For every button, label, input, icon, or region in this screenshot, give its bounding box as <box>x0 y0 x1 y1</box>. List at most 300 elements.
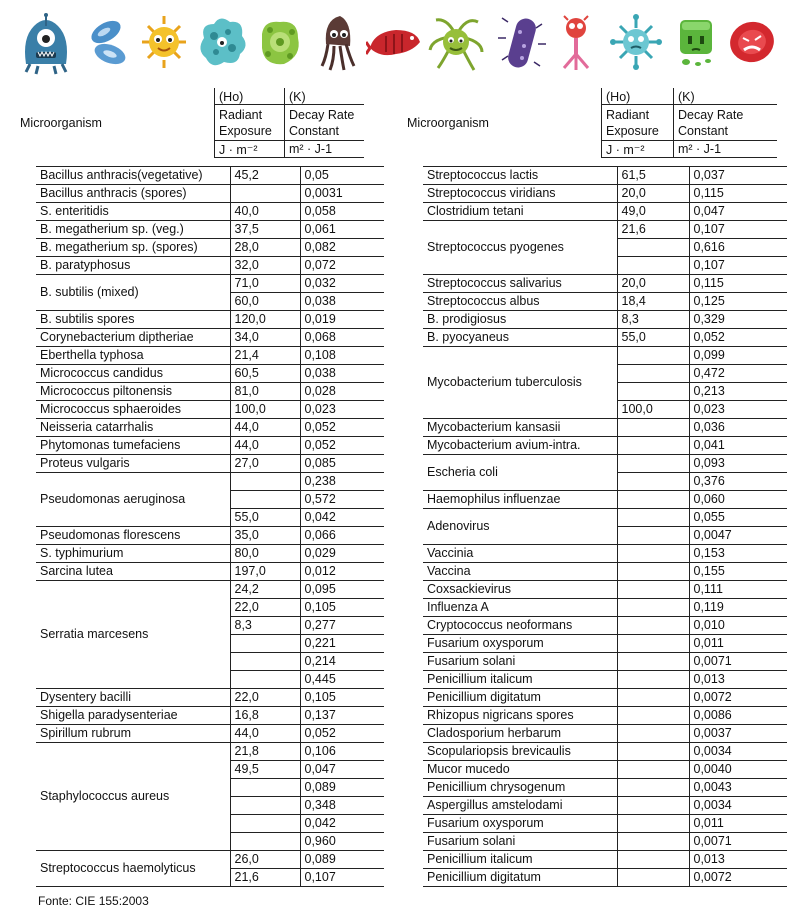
microorganism-name: Streptococcus salivarius <box>423 275 617 293</box>
radiant-exposure-value <box>230 797 300 815</box>
decay-rate-value: 0,111 <box>689 581 787 599</box>
radiant-exposure-value <box>617 689 689 707</box>
decay-rate-value: 0,0034 <box>689 743 787 761</box>
decay-rate-value: 0,066 <box>300 527 384 545</box>
decay-rate-value: 0,0072 <box>689 689 787 707</box>
radiant-exposure-value <box>617 599 689 617</box>
radiant-units: J · m⁻² <box>219 143 258 157</box>
microorganism-name: Penicillium digitatum <box>423 689 617 707</box>
table-row <box>423 689 787 707</box>
decay-rate-value: 0,042 <box>300 815 384 833</box>
radiant-exposure-value: 20,0 <box>617 185 689 203</box>
table-row <box>423 563 787 581</box>
decay-rate-value: 0,038 <box>300 293 384 311</box>
exposure-label: Exposure <box>219 124 272 138</box>
radiant-exposure-value: 60,0 <box>230 293 300 311</box>
decay-rate-value: 0,047 <box>689 203 787 221</box>
radiant-exposure-value: 16,8 <box>230 707 300 725</box>
table-row <box>36 311 384 329</box>
radiant-exposure-value: 55,0 <box>617 329 689 347</box>
decay-rate-value: 0,107 <box>689 221 787 239</box>
radiant-exposure-value: 49,0 <box>617 203 689 221</box>
microorganism-name: Mycobacterium kansasii <box>423 419 617 437</box>
decay-rate-value: 0,376 <box>689 473 787 491</box>
table-row <box>423 617 787 635</box>
radiant-exposure-value: 28,0 <box>230 239 300 257</box>
constant-label: Constant <box>678 124 729 138</box>
decay-rate-value: 0,010 <box>689 617 787 635</box>
decay-rate-value: 0,060 <box>689 491 787 509</box>
decay-rate-value: 0,0071 <box>689 653 787 671</box>
microorganism-name: Shigella paradysenteriae <box>36 707 230 725</box>
microorganism-name: Micrococcus sphaeroides <box>36 401 230 419</box>
radiant-exposure-value: 120,0 <box>230 311 300 329</box>
radiant-exposure-value: 24,2 <box>230 581 300 599</box>
decay-rate-value: 0,213 <box>689 383 787 401</box>
microorganism-name: Streptococcus albus <box>423 293 617 311</box>
radiant-exposure-value <box>617 257 689 275</box>
decay-rate-value: 0,052 <box>689 329 787 347</box>
table-row <box>36 185 384 203</box>
radiant-exposure-value <box>617 347 689 365</box>
decay-rate-value: 0,041 <box>689 437 787 455</box>
radiant-exposure-value <box>617 725 689 743</box>
radiant-exposure-value: 197,0 <box>230 563 300 581</box>
table-row <box>423 419 787 437</box>
decay-rate-value: 0,105 <box>300 689 384 707</box>
decay-rate-value: 0,028 <box>300 383 384 401</box>
decay-rate-value: 0,0047 <box>689 527 787 545</box>
microorganism-name: Streptococcus haemolyticus <box>36 851 230 887</box>
radiant-exposure-value: 44,0 <box>230 419 300 437</box>
radiant-exposure-value: 8,3 <box>617 311 689 329</box>
microorganism-name: Clostridium tetani <box>423 203 617 221</box>
microorganism-name: Fusarium solani <box>423 653 617 671</box>
radiant-exposure-value: 60,5 <box>230 365 300 383</box>
radiant-exposure-value: 44,0 <box>230 437 300 455</box>
decay-rate-value: 0,052 <box>300 437 384 455</box>
table-row <box>36 383 384 401</box>
decay-units: m² · J-1 <box>678 142 722 156</box>
table-row <box>423 779 787 797</box>
microorganism-name: Dysentery bacilli <box>36 689 230 707</box>
decay-rate-value: 0,012 <box>300 563 384 581</box>
decay-rate-value: 0,0040 <box>689 761 787 779</box>
microorganism-name: Rhizopus nigricans spores <box>423 707 617 725</box>
radiant-exposure-value: 26,0 <box>230 851 300 869</box>
decay-rate-value: 0,214 <box>300 653 384 671</box>
microorganism-name: Mycobacterium avium-intra. <box>423 437 617 455</box>
radiant-exposure-value: 21,4 <box>230 347 300 365</box>
table-row <box>423 311 787 329</box>
decay-rate-value: 0,277 <box>300 617 384 635</box>
table-row <box>36 473 384 491</box>
decay-rate-header <box>284 88 365 158</box>
radiant-exposure-value <box>230 635 300 653</box>
microorganism-name: Penicillium italicum <box>423 851 617 869</box>
radiant-label: Radiant <box>606 108 650 122</box>
decay-rate-value: 0,038 <box>300 365 384 383</box>
decay-rate-value: 0,329 <box>689 311 787 329</box>
radiant-exposure-value <box>617 491 689 509</box>
table-row <box>423 221 787 239</box>
purple-rod-bacterium-icon <box>494 8 550 76</box>
table-row <box>36 689 384 707</box>
decay-rate-value: 0,0086 <box>689 707 787 725</box>
radiant-exposure-value: 37,5 <box>230 221 300 239</box>
radiant-exposure-value <box>230 653 300 671</box>
decay-rate-value: 0,960 <box>300 833 384 851</box>
radiant-exposure-value: 21,6 <box>230 869 300 887</box>
cyan-spiky-virus-icon <box>608 8 664 76</box>
table-row <box>36 329 384 347</box>
table-row <box>423 707 787 725</box>
radiant-exposure-value: 80,0 <box>230 545 300 563</box>
microorganism-name: Penicillium italicum <box>423 671 617 689</box>
microorganism-name: Streptococcus lactis <box>423 167 617 185</box>
table-row <box>36 851 384 869</box>
decay-rate-label: Decay Rate <box>289 108 355 122</box>
radiant-exposure-value: 45,2 <box>230 167 300 185</box>
decay-units: m² · J-1 <box>289 142 333 156</box>
table-row <box>36 527 384 545</box>
radiant-exposure-value <box>617 509 689 527</box>
table-row <box>423 833 787 851</box>
radiant-exposure-value <box>617 653 689 671</box>
header-divider <box>601 140 777 141</box>
decay-rate-value: 0,238 <box>300 473 384 491</box>
brown-squid-microbe-icon <box>310 8 366 76</box>
decay-rate-value: 0,108 <box>300 347 384 365</box>
table-row <box>36 707 384 725</box>
microorganism-name: Penicillium digitatum <box>423 869 617 887</box>
decay-rate-value: 0,155 <box>689 563 787 581</box>
microorganism-name: Serratia marcesens <box>36 581 230 689</box>
header-divider <box>214 157 364 158</box>
microorganism-name: S. enteritidis <box>36 203 230 221</box>
radiant-exposure-value: 81,0 <box>230 383 300 401</box>
radiant-exposure-value: 100,0 <box>230 401 300 419</box>
radiant-exposure-value: 49,5 <box>230 761 300 779</box>
red-blood-cell-icon <box>724 8 780 76</box>
decay-rate-value: 0,068 <box>300 329 384 347</box>
yellow-sun-microbe-icon <box>136 8 192 76</box>
radiant-exposure-value: 32,0 <box>230 257 300 275</box>
radiant-exposure-value: 35,0 <box>230 527 300 545</box>
decay-rate-value: 0,042 <box>300 509 384 527</box>
decay-rate-value: 0,572 <box>300 491 384 509</box>
decay-rate-value: 0,093 <box>689 455 787 473</box>
decay-rate-value: 0,095 <box>300 581 384 599</box>
table-row <box>36 167 384 185</box>
table-row <box>423 581 787 599</box>
radiant-exposure-value: 34,0 <box>230 329 300 347</box>
microorganism-name: Spirillum rubrum <box>36 725 230 743</box>
table-row <box>423 185 787 203</box>
microorganism-name: B. megatherium sp. (veg.) <box>36 221 230 239</box>
radiant-exposure-value: 27,0 <box>230 455 300 473</box>
microorganism-name: Phytomonas tumefaciens <box>36 437 230 455</box>
microorganism-name: Eberthella typhosa <box>36 347 230 365</box>
decay-rate-value: 0,0072 <box>689 869 787 887</box>
decay-rate-value: 0,055 <box>689 509 787 527</box>
table-row <box>36 203 384 221</box>
table-row <box>423 455 787 473</box>
radiant-exposure-value <box>230 815 300 833</box>
left-data-table <box>36 166 384 887</box>
decay-rate-value: 0,089 <box>300 779 384 797</box>
decay-rate-value: 0,023 <box>300 401 384 419</box>
microorganism-name: Pseudomonas aeruginosa <box>36 473 230 527</box>
radiant-exposure-value <box>230 833 300 851</box>
table-row <box>36 365 384 383</box>
left-table-header <box>20 88 364 158</box>
radiant-exposure-value <box>617 779 689 797</box>
decay-rate-value: 0,05 <box>300 167 384 185</box>
microorganism-name: Adenovirus <box>423 509 617 545</box>
radiant-exposure-value <box>617 617 689 635</box>
decay-rate-value: 0,052 <box>300 725 384 743</box>
decay-rate-value: 0,0071 <box>689 833 787 851</box>
table-row <box>423 725 787 743</box>
green-cell-microbe-icon <box>252 8 308 76</box>
decay-rate-value: 0,125 <box>689 293 787 311</box>
microorganism-name: Fusarium solani <box>423 833 617 851</box>
header-divider <box>214 104 364 105</box>
radiant-exposure-value <box>617 707 689 725</box>
table-row <box>423 275 787 293</box>
pink-lollipop-microbe-icon <box>548 8 604 76</box>
microorganism-name: Haemophilus influenzae <box>423 491 617 509</box>
radiant-exposure-value <box>617 581 689 599</box>
decay-rate-value: 0,082 <box>300 239 384 257</box>
red-shrimp-microbe-icon <box>366 8 422 76</box>
radiant-exposure-value <box>617 437 689 455</box>
radiant-exposure-value: 20,0 <box>617 275 689 293</box>
table-row <box>423 869 787 887</box>
radiant-exposure-header <box>214 88 285 158</box>
microorganism-name: Proteus vulgaris <box>36 455 230 473</box>
table-row <box>36 347 384 365</box>
k-symbol: (K) <box>678 90 695 104</box>
table-row <box>36 725 384 743</box>
right-table-header <box>407 88 777 158</box>
decay-rate-value: 0,089 <box>300 851 384 869</box>
microorganism-name: Penicillium chrysogenum <box>423 779 617 797</box>
ho-symbol: (Ho) <box>219 90 244 104</box>
radiant-exposure-value: 61,5 <box>617 167 689 185</box>
decay-rate-value: 0,061 <box>300 221 384 239</box>
table-row <box>423 815 787 833</box>
radiant-exposure-value <box>617 473 689 491</box>
radiant-exposure-value <box>617 455 689 473</box>
decay-rate-value: 0,221 <box>300 635 384 653</box>
exposure-label: Exposure <box>606 124 659 138</box>
radiant-exposure-value: 22,0 <box>230 689 300 707</box>
radiant-exposure-value: 44,0 <box>230 725 300 743</box>
decay-rate-value: 0,0037 <box>689 725 787 743</box>
decay-rate-value: 0,616 <box>689 239 787 257</box>
microorganism-column-header: Microorganism <box>20 116 102 130</box>
radiant-exposure-value: 18,4 <box>617 293 689 311</box>
decay-rate-value: 0,052 <box>300 419 384 437</box>
radiant-exposure-value <box>617 545 689 563</box>
microorganism-name: B. pyocyaneus <box>423 329 617 347</box>
teal-spotted-microbe-icon <box>194 8 250 76</box>
radiant-exposure-value <box>617 527 689 545</box>
table-row <box>423 167 787 185</box>
header-divider <box>214 140 364 141</box>
radiant-exposure-value <box>230 671 300 689</box>
decay-rate-value: 0,037 <box>689 167 787 185</box>
constant-label: Constant <box>289 124 340 138</box>
microorganism-name: Vaccinia <box>423 545 617 563</box>
radiant-exposure-value: 40,0 <box>230 203 300 221</box>
radiant-exposure-value <box>617 797 689 815</box>
microorganism-name: B. paratyphosus <box>36 257 230 275</box>
table-row <box>423 491 787 509</box>
decay-rate-value: 0,0034 <box>689 797 787 815</box>
table-row <box>423 509 787 527</box>
table-row <box>423 761 787 779</box>
microorganism-name: Mycobacterium tuberculosis <box>423 347 617 419</box>
decay-rate-value: 0,105 <box>300 599 384 617</box>
microorganism-name: B. subtilis spores <box>36 311 230 329</box>
radiant-exposure-value <box>617 419 689 437</box>
table-row <box>36 401 384 419</box>
radiant-exposure-value <box>617 851 689 869</box>
decay-rate-value: 0,058 <box>300 203 384 221</box>
decay-rate-value: 0,153 <box>689 545 787 563</box>
header-divider <box>601 104 777 105</box>
decay-rate-value: 0,107 <box>689 257 787 275</box>
table-row <box>423 347 787 365</box>
decay-rate-value: 0,472 <box>689 365 787 383</box>
radiant-exposure-value: 21,8 <box>230 743 300 761</box>
decay-rate-value: 0,115 <box>689 275 787 293</box>
decay-rate-value: 0,047 <box>300 761 384 779</box>
radiant-exposure-value <box>617 635 689 653</box>
decay-rate-value: 0,099 <box>689 347 787 365</box>
radiant-exposure-value: 8,3 <box>230 617 300 635</box>
microorganism-name: Fusarium oxysporum <box>423 635 617 653</box>
decay-rate-value: 0,445 <box>300 671 384 689</box>
table-row <box>36 743 384 761</box>
table-row <box>423 653 787 671</box>
microorganism-name: Neisseria catarrhalis <box>36 419 230 437</box>
microorganism-name: Fusarium oxysporum <box>423 815 617 833</box>
microorganism-name: Influenza A <box>423 599 617 617</box>
radiant-exposure-value <box>617 869 689 887</box>
table-row <box>36 239 384 257</box>
microorganism-name: Streptococcus viridians <box>423 185 617 203</box>
microorganism-column-header: Microorganism <box>407 116 489 130</box>
table-row <box>423 797 787 815</box>
decay-rate-value: 0,023 <box>689 401 787 419</box>
blue-oval-cells-icon <box>80 8 136 76</box>
radiant-exposure-value: 71,0 <box>230 275 300 293</box>
table-row <box>423 599 787 617</box>
table-row <box>423 635 787 653</box>
microorganism-name: Aspergillus amstelodami <box>423 797 617 815</box>
microorganism-name: Coxsackievirus <box>423 581 617 599</box>
decay-rate-value: 0,085 <box>300 455 384 473</box>
table-row <box>423 545 787 563</box>
decay-rate-value: 0,032 <box>300 275 384 293</box>
table-row <box>423 293 787 311</box>
table-row <box>423 437 787 455</box>
decay-rate-value: 0,0043 <box>689 779 787 797</box>
k-symbol: (K) <box>289 90 306 104</box>
table-row <box>36 437 384 455</box>
source-note: Fonte: CIE 155:2003 <box>38 894 149 908</box>
radiant-units: J · m⁻² <box>606 143 645 157</box>
radiant-exposure-value <box>230 779 300 797</box>
radiant-exposure-value <box>617 365 689 383</box>
decay-rate-value: 0,013 <box>689 671 787 689</box>
table-row <box>36 455 384 473</box>
microbe-icon-row <box>18 8 788 76</box>
table-row <box>36 275 384 293</box>
microorganism-name: Micrococcus candidus <box>36 365 230 383</box>
table-row <box>36 419 384 437</box>
microorganism-name: B. megatherium sp. (spores) <box>36 239 230 257</box>
microorganism-name: B. prodigiosus <box>423 311 617 329</box>
decay-rate-value: 0,011 <box>689 635 787 653</box>
decay-rate-value: 0,036 <box>689 419 787 437</box>
decay-rate-value: 0,029 <box>300 545 384 563</box>
decay-rate-value: 0,019 <box>300 311 384 329</box>
decay-rate-value: 0,106 <box>300 743 384 761</box>
microorganism-name: B. subtilis (mixed) <box>36 275 230 311</box>
microorganism-name: Cladosporium herbarum <box>423 725 617 743</box>
green-cube-microbe-icon <box>668 8 724 76</box>
microorganism-name: Mucor mucedo <box>423 761 617 779</box>
table-row <box>423 743 787 761</box>
radiant-exposure-value <box>230 185 300 203</box>
microorganism-name: Cryptococcus neoformans <box>423 617 617 635</box>
microorganism-name: Staphylococcus aureus <box>36 743 230 851</box>
table-row <box>423 671 787 689</box>
microorganism-name: Sarcina lutea <box>36 563 230 581</box>
header-divider <box>601 157 777 158</box>
radiant-exposure-value <box>617 833 689 851</box>
decay-rate-label: Decay Rate <box>678 108 744 122</box>
microorganism-name: Streptococcus pyogenes <box>423 221 617 275</box>
table-row <box>36 221 384 239</box>
green-tentacle-microbe-icon <box>428 8 484 76</box>
table-row <box>423 329 787 347</box>
radiant-exposure-value: 21,6 <box>617 221 689 239</box>
radiant-exposure-value: 55,0 <box>230 509 300 527</box>
radiant-exposure-value <box>230 473 300 491</box>
table-row <box>36 257 384 275</box>
radiant-exposure-value <box>617 815 689 833</box>
microorganism-name: S. typhimurium <box>36 545 230 563</box>
right-data-table <box>423 166 787 887</box>
radiant-exposure-value <box>617 239 689 257</box>
microorganism-name: Bacillus anthracis(vegetative) <box>36 167 230 185</box>
microorganism-name: Micrococcus piltonensis <box>36 383 230 401</box>
microorganism-name: Escheria coli <box>423 455 617 491</box>
decay-rate-value: 0,137 <box>300 707 384 725</box>
radiant-exposure-value <box>617 743 689 761</box>
radiant-exposure-value <box>617 383 689 401</box>
radiant-exposure-value <box>617 563 689 581</box>
radiant-label: Radiant <box>219 108 263 122</box>
radiant-exposure-value: 100,0 <box>617 401 689 419</box>
microorganism-name: Vaccina <box>423 563 617 581</box>
